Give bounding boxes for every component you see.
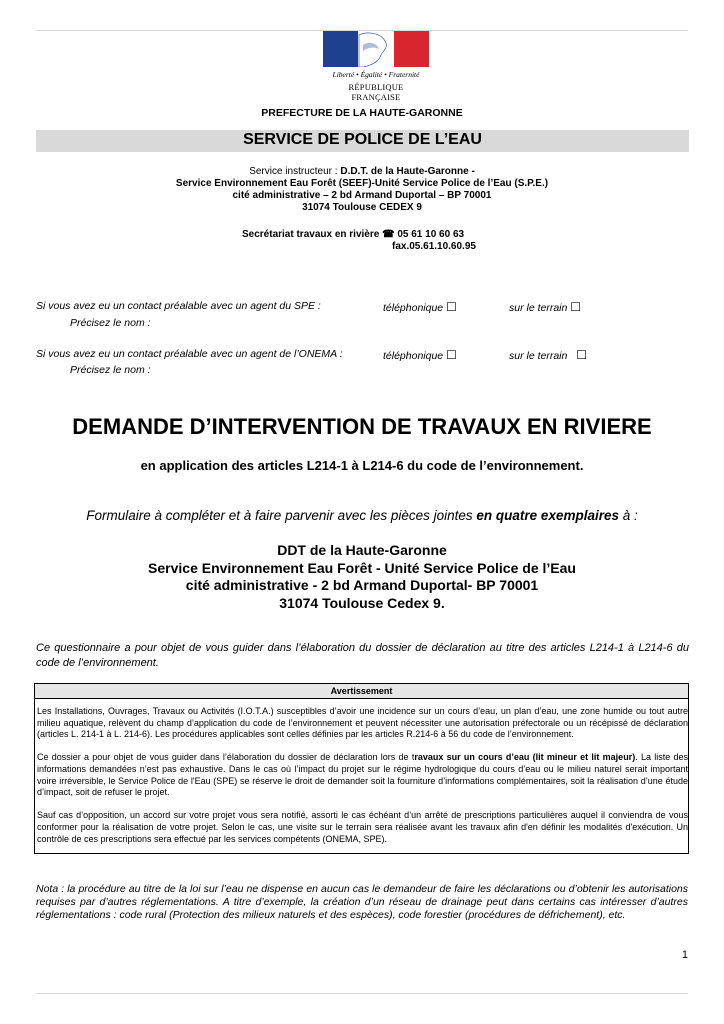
form-instruction-after: à : [619,508,638,523]
republic-motto: Liberté • Égalité • Fraternité [332,70,420,79]
prefecture-heading: PREFECTURE DE LA HAUTE-GARONNE [261,107,463,119]
instructor-block [36,166,688,214]
bottom-rule [36,993,688,994]
address-line1: DDT de la Haute-Garonne [277,542,447,558]
secretariat-phone: 05 61 10 60 63 [397,229,465,240]
form-instruction-emphasis: en quatre exemplaires [476,508,619,523]
warning-paragraph-1: Les Installations, Ouvrages, Travaux ou Activités (I.O.T.A.) susceptibles d’avoir une incidence sur un cours d’eau, un plan d’eau, une zone humide ou tout autre milieu aquatique, relèvent du champ d’application du code de l’environnement et peuvent nécessiter une autorisation préfectorale ou un récépissé de déclaration (articles L. 214-1 à L. 214-6). Les procédures applicables sont celles définies par les articles R.214-6 à 56 du code de l’environnement. [37,706,688,740]
warning-box [34,683,689,854]
republic-name: RÉPUBLIQUE FRANÇAISE [348,82,404,102]
marianne-logo [323,31,429,102]
contact-spe-field-checkbox[interactable]: ☐ [570,300,582,314]
nota-paragraph: Nota : la procédure au titre de la loi sur l’eau ne dispense en aucun cas le demandeur de faire les déclarations ou d’obtenir les autorisations requises par d’autres réglementations. A titre d’exemple, la création d’un réseau de drainage peut dans certains cas intéresser d’autres réglementations : code rural (Protection des milieux naturels et des espèces), code forestier (procédures de défrichement), etc. [36,883,688,921]
service-title: SERVICE DE POLICE DE L’EAU [243,131,482,148]
secretariat-fax: fax.05.61.10.60.95 [392,241,476,252]
warning-p2-after: . La liste des informations demandées n’est pas exhaustive. Dans le cas où l’impact du projet sur le régime hydrologique du cours d’eau ou le milieu naturel serait important voire irréversible, le Service Police de l'Eau (SPE) se réserve le droit de demander soit la fourniture d’informations complémentaires, soit la réalisation d’une étude d’impact, soit de refuser le projet. [37,752,688,798]
contact-spe-phone-checkbox[interactable]: ☐ [446,300,457,314]
instructor-name: D.D.T. de la Haute-Garonne - [340,166,475,177]
warning-paragraph-2 [37,752,688,798]
warning-p2-bold: ravaux sur un cours d’eau (lit mineur et lit majeur) [414,752,636,763]
contact-spe-phone-option [383,300,457,314]
contact-onema-phone-checkbox[interactable]: ☐ [446,348,457,362]
marianne-profile-icon [323,31,429,67]
contact-onema-field-option [509,348,587,362]
address-line3: cité administrative - 2 bd Armand Duportal- BP 70001 [185,577,539,593]
contact-onema-name-prompt: Précisez le nom : [70,364,151,376]
intro-paragraph: Ce questionnaire a pour objet de vous guider dans l’élaboration du dossier de déclaration au titre des articles L214-1 à L214-6 du code de l’environnement. [36,642,689,669]
secretariat-label: Secrétariat travaux en rivière [242,229,380,240]
french-flag-icon [323,31,429,67]
instructor-label: Service instructeur : [249,166,341,177]
contact-onema-field-label: sur le terrain [509,350,568,362]
warning-paragraph-3: Sauf cas d’opposition, un accord sur votre projet vous sera notifié, assorti le cas échéant d’un arrêté de prescriptions particulières auquel il conviendra de vous conformer pour la réalisation de votre projet. Selon le cas, une visite sur le terrain sera réalisée avant les travaux afin d'en définir les modalités d'exécution. Un contrôle de ces prescriptions sera effectué par les services compétents (ONEMA, SPE). [37,810,688,844]
contact-spe-field-label: sur le terrain [509,302,568,314]
address-line4: 31074 Toulouse Cedex 9. [279,594,445,611]
address-line2: Service Environnement Eau Forêt - Unité Service Police de l’Eau [148,559,576,576]
address-block [36,542,688,612]
warning-p2-before: Ce dossier a pour objet de vous guider dans l’élaboration du dossier de déclaration lors de t [37,752,415,763]
instructor-line4: 31074 Toulouse CEDEX 9 [302,202,422,213]
page-number: 1 [681,949,688,961]
contact-onema-phone-option [383,348,457,362]
warning-title: Avertissement [35,684,688,699]
main-title: DEMANDE D’INTERVENTION DE TRAVAUX EN RIVIERE [72,414,652,439]
secretariat-block [36,229,688,253]
form-instruction [36,508,688,523]
sub-title: en application des articles L214-1 à L214-6 du code de l’environnement. [140,458,584,473]
contact-spe-field-option [509,300,581,314]
instructor-line2: Service Environnement Eau Forêt (SEEF)-Unité Service Police de l’Eau (S.P.E.) [175,178,549,189]
instructor-line3: cité administrative – 2 bd Armand Duportal – BP 70001 [232,190,492,201]
contact-spe-name-prompt: Précisez le nom : [70,317,151,329]
contact-onema-phone-label: téléphonique [383,350,444,362]
contact-onema-field-checkbox[interactable]: ☐ [576,348,588,362]
contact-onema-question: Si vous avez eu un contact préalable avec un agent de l’ONEMA : [36,348,343,360]
contact-spe-phone-label: téléphonique [383,302,444,314]
contact-spe-question: Si vous avez eu un contact préalable avec un agent du SPE : [36,300,321,312]
phone-icon: ☎ [382,229,395,240]
form-instruction-before: Formulaire à compléter et à faire parvenir avec les pièces jointes [86,508,477,523]
warning-body [37,706,688,845]
